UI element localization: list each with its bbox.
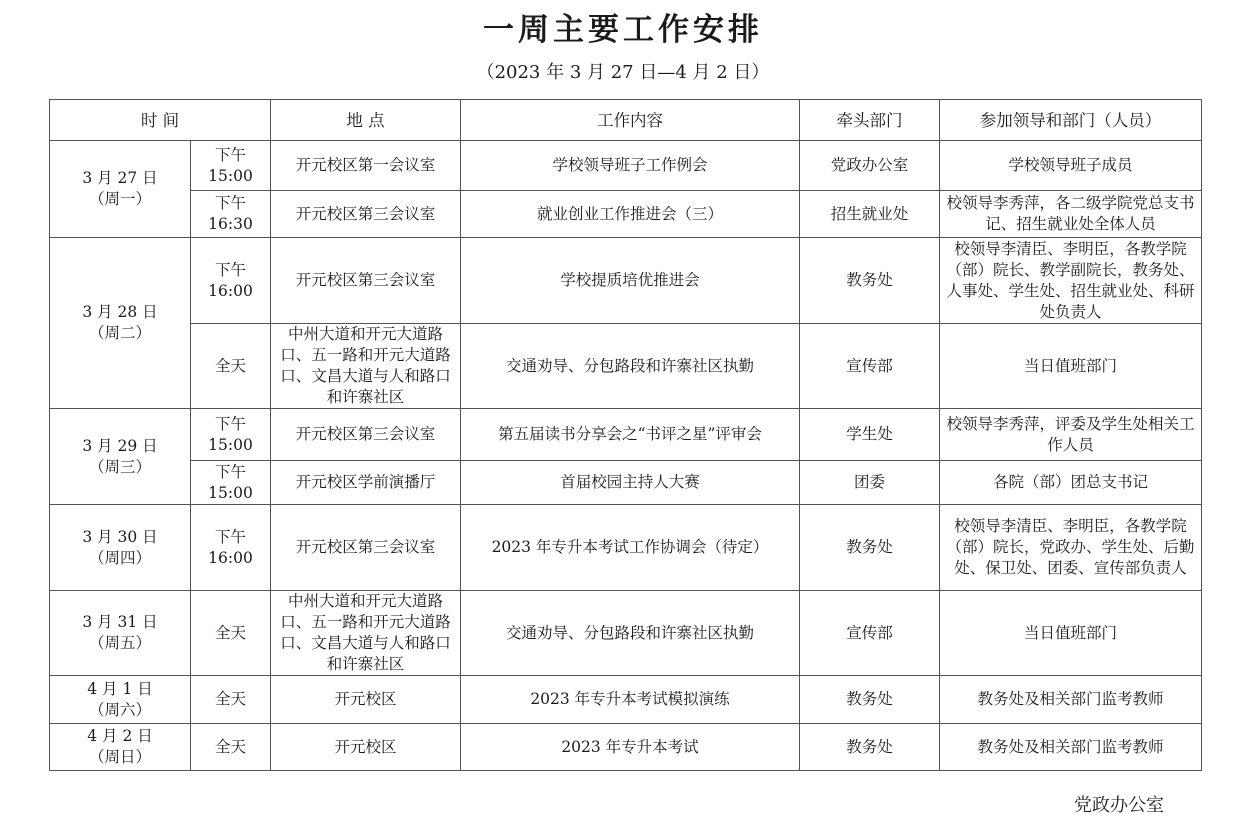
date-text: 3 月 31 日	[82, 613, 158, 631]
participants-cell: 校领导李秀萍，评委及学生处相关工作人员	[940, 409, 1202, 461]
header-row	[50, 100, 1202, 141]
time-value: 16:30	[208, 215, 253, 233]
date-cell	[50, 591, 191, 676]
date-text: 4 月 1 日	[87, 679, 153, 698]
page-title: 一周主要工作安排	[483, 12, 763, 48]
date-cell	[50, 724, 191, 771]
table-row	[50, 724, 1202, 771]
table-row	[50, 238, 1202, 324]
content-cell: 2023 年专升本考试工作协调会（待定）	[461, 505, 800, 591]
time-value: 16:00	[208, 548, 253, 567]
place-cell: 开元校区第三会议室	[271, 238, 461, 324]
header-time: 时 间	[50, 100, 271, 141]
date-range-subtitle: （2023 年 3 月 27 日—4 月 2 日）	[476, 62, 770, 83]
lead-cell: 教务处	[800, 724, 940, 771]
table-row	[50, 505, 1202, 591]
date-text: 3 月 30 日	[82, 527, 158, 546]
time-value: 15:00	[208, 435, 253, 454]
header-participants: 参加领导和部门（人员）	[940, 100, 1202, 141]
content-cell: 2023 年专升本考试	[461, 724, 800, 771]
weekday-text: （周一）	[88, 190, 151, 208]
time-cell	[191, 238, 271, 324]
date-text: 3 月 28 日	[82, 303, 158, 321]
time-cell	[191, 324, 271, 409]
place-cell: 开元校区	[271, 724, 461, 771]
time-cell	[191, 141, 271, 191]
lead-cell: 招生就业处	[800, 191, 940, 238]
date-cell	[50, 505, 191, 591]
table-row	[50, 191, 1202, 238]
weekday-text: （周五）	[88, 634, 151, 652]
lead-cell: 教务处	[800, 238, 940, 324]
content-cell: 学校提质培优推进会	[461, 238, 800, 324]
time-cell	[191, 409, 271, 461]
time-label: 下午	[214, 260, 246, 279]
time-value: 15:00	[208, 483, 253, 502]
participants-cell: 各院（部）团总支书记	[940, 461, 1202, 505]
table-row	[50, 324, 1202, 409]
participants-cell: 学校领导班子成员	[940, 141, 1202, 191]
content-cell: 交通劝导、分包路段和许寨社区执勤	[461, 591, 800, 676]
table-row	[50, 591, 1202, 676]
place-cell: 开元校区学前演播厅	[271, 461, 461, 505]
weekday-text: （周四）	[88, 548, 151, 567]
date-text: 3 月 29 日	[82, 436, 158, 455]
participants-cell: 教务处及相关部门监考教师	[940, 724, 1202, 771]
time-label: 下午	[214, 462, 246, 481]
lead-cell: 党政办公室	[800, 141, 940, 191]
table-row	[50, 141, 1202, 191]
participants-cell: 教务处及相关部门监考教师	[940, 676, 1202, 724]
time-label: 下午	[214, 194, 246, 212]
content-cell: 第五届读书分享会之“书评之星”评审会	[461, 409, 800, 461]
date-text: 4 月 2 日	[87, 727, 153, 745]
header-lead-department: 牵头部门	[800, 100, 940, 141]
time-label: 全天	[214, 737, 246, 756]
table-row	[50, 676, 1202, 724]
time-label: 全天	[214, 356, 246, 375]
time-label: 下午	[214, 414, 246, 433]
schedule-table	[49, 99, 1202, 771]
participants-cell: 校领导李清臣、李明臣，各教学院（部）院长，党政办、学生处、后勤处、保卫处、团委、宣传部负责人	[940, 505, 1202, 591]
time-label: 下午	[214, 145, 246, 164]
date-text: 3 月 27 日	[82, 169, 158, 187]
place-cell: 中州大道和开元大道路口、五一路和开元大道路口、文昌大道与人和路口和许寨社区	[271, 324, 461, 409]
issuer-signature: 党政办公室	[1074, 795, 1164, 816]
lead-cell: 学生处	[800, 409, 940, 461]
time-cell	[191, 191, 271, 238]
header-place: 地 点	[271, 100, 461, 141]
date-cell	[50, 409, 191, 505]
lead-cell: 宣传部	[800, 591, 940, 676]
time-cell	[191, 724, 271, 771]
place-cell: 开元校区第三会议室	[271, 505, 461, 591]
participants-cell: 当日值班部门	[940, 324, 1202, 409]
place-cell: 开元校区第三会议室	[271, 191, 461, 238]
time-label: 全天	[214, 690, 246, 708]
lead-cell: 团委	[800, 461, 940, 505]
header-content: 工作内容	[461, 100, 800, 141]
table-row	[50, 409, 1202, 461]
weekday-text: （周三）	[88, 457, 151, 476]
time-label: 全天	[214, 623, 246, 642]
weekday-text: （周二）	[88, 324, 151, 342]
participants-cell: 当日值班部门	[940, 591, 1202, 676]
table-row	[50, 461, 1202, 505]
date-cell	[50, 238, 191, 409]
place-cell: 开元校区	[271, 676, 461, 724]
lead-cell: 教务处	[800, 676, 940, 724]
lead-cell: 教务处	[800, 505, 940, 591]
place-cell: 开元校区第一会议室	[271, 141, 461, 191]
weekday-text: （周日）	[88, 748, 151, 766]
time-value: 15:00	[208, 166, 253, 185]
date-cell	[50, 141, 191, 238]
participants-cell: 校领导李秀萍，各二级学院党总支书记、招生就业处全体人员	[940, 191, 1202, 238]
lead-cell: 宣传部	[800, 324, 940, 409]
time-cell	[191, 461, 271, 505]
time-cell	[191, 591, 271, 676]
content-cell: 就业创业工作推进会（三）	[461, 191, 800, 238]
content-cell: 交通劝导、分包路段和许寨社区执勤	[461, 324, 800, 409]
content-cell: 学校领导班子工作例会	[461, 141, 800, 191]
time-cell	[191, 676, 271, 724]
place-cell: 中州大道和开元大道路口、五一路和开元大道路口、文昌大道与人和路口和许寨社区	[271, 591, 461, 676]
place-cell: 开元校区第三会议室	[271, 409, 461, 461]
content-cell: 2023 年专升本考试模拟演练	[461, 676, 800, 724]
weekday-text: （周六）	[88, 700, 151, 719]
time-label: 下午	[214, 527, 246, 546]
time-value: 16:00	[208, 281, 253, 300]
time-cell	[191, 505, 271, 591]
content-cell: 首届校园主持人大赛	[461, 461, 800, 505]
participants-cell: 校领导李清臣、李明臣，各教学院（部）院长、教学副院长，教务处、人事处、学生处、招生就业处、科研处负责人	[940, 238, 1202, 324]
date-cell	[50, 676, 191, 724]
